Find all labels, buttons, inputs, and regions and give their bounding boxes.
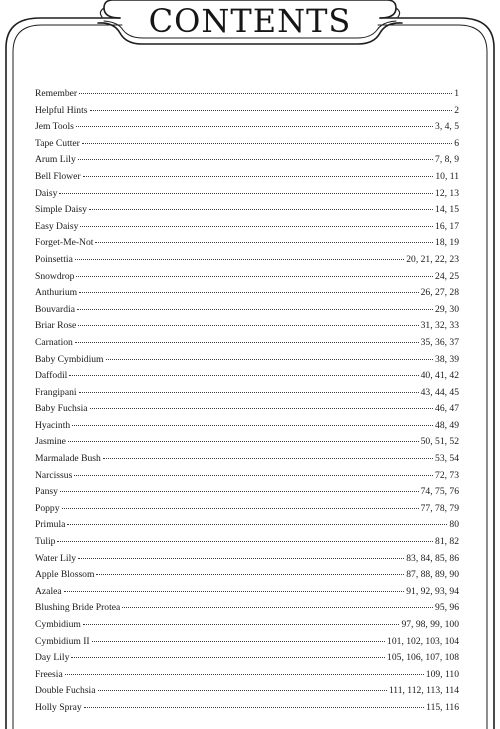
toc-entry-title: Jem Tools xyxy=(35,121,74,133)
toc-entry-pages: 40, 41, 42 xyxy=(420,370,459,382)
toc-entry xyxy=(35,484,459,501)
toc-entry xyxy=(35,700,459,717)
dot-leader xyxy=(83,176,434,177)
dot-leader xyxy=(83,624,400,625)
toc-entry-title: Poinsettia xyxy=(35,253,73,265)
toc-entry-title: Frangipani xyxy=(35,386,77,398)
toc-entry-title: Poppy xyxy=(35,502,60,514)
toc-entry-pages: 29, 30 xyxy=(435,303,459,315)
dot-leader xyxy=(71,657,385,658)
toc-entry xyxy=(35,385,459,402)
toc-entry-title: Anthurium xyxy=(35,287,78,299)
dot-leader xyxy=(76,276,433,277)
dot-leader xyxy=(80,226,433,227)
toc-entry-title: Carnation xyxy=(35,336,73,348)
toc-entry-pages: 81, 82 xyxy=(435,536,459,548)
toc-entry xyxy=(35,136,459,153)
toc-entry xyxy=(35,368,459,385)
toc-entry-pages: 115, 116 xyxy=(426,701,459,713)
toc-entry-pages: 80 xyxy=(449,519,459,531)
toc-entry-title: Daisy xyxy=(35,187,58,199)
toc-entry xyxy=(35,86,459,103)
dot-leader xyxy=(95,242,433,243)
toc-entry-title: Helpful Hints xyxy=(35,104,88,116)
toc-entry-title: Briar Rose xyxy=(35,320,77,332)
dot-leader xyxy=(64,591,405,592)
toc-entry-pages: 16, 17 xyxy=(435,220,459,232)
toc-entry-pages: 24, 25 xyxy=(435,270,459,282)
dot-leader xyxy=(92,641,385,642)
dot-leader xyxy=(96,574,404,575)
toc-entry-pages: 95, 96 xyxy=(435,602,459,614)
toc-entry-title: Baby Fuchsia xyxy=(35,403,88,415)
toc-entry-pages: 72, 73 xyxy=(435,469,459,481)
toc-entry-title: Cymbidium II xyxy=(35,635,90,647)
toc-entry-pages: 46, 47 xyxy=(435,403,459,415)
dot-leader xyxy=(59,193,433,194)
dot-leader xyxy=(84,707,424,708)
toc-entry xyxy=(35,302,459,319)
toc-entry-pages: 6 xyxy=(454,137,459,149)
toc-entry xyxy=(35,567,459,584)
toc-entry xyxy=(35,119,459,136)
toc-entry-title: Arum Lily xyxy=(35,154,76,166)
toc-entry-pages: 53, 54 xyxy=(435,453,459,465)
dot-leader xyxy=(76,126,433,127)
dot-leader xyxy=(98,690,387,691)
toc-entry-title: Bell Flower xyxy=(35,170,81,182)
toc-entry-title: Bouvardia xyxy=(35,303,75,315)
toc-entry-pages: 18, 19 xyxy=(435,237,459,249)
dot-leader xyxy=(79,292,419,293)
toc-entry-pages: 83, 84, 85, 86 xyxy=(406,552,459,564)
toc-entry xyxy=(35,683,459,700)
toc-entry xyxy=(35,451,459,468)
dot-leader xyxy=(122,607,433,608)
toc-entry-pages: 38, 39 xyxy=(435,353,459,365)
toc-entry xyxy=(35,434,459,451)
toc-entry xyxy=(35,418,459,435)
dot-leader xyxy=(79,93,452,94)
toc-entry-pages: 26, 27, 28 xyxy=(420,287,459,299)
dot-leader xyxy=(68,441,419,442)
toc-entry-pages: 111, 112, 113, 114 xyxy=(388,685,459,697)
dot-leader xyxy=(82,143,452,144)
toc-entry xyxy=(35,634,459,651)
toc-entry-pages: 3, 4, 5 xyxy=(435,121,459,133)
toc-entry xyxy=(35,468,459,485)
toc-entry-title: Forget-Me-Not xyxy=(35,237,94,249)
toc-entry-pages: 101, 102, 103, 104 xyxy=(387,635,459,647)
dot-leader xyxy=(75,342,419,343)
dot-leader xyxy=(65,674,424,675)
toc-entry-title: Apple Blossom xyxy=(35,569,95,581)
dot-leader xyxy=(103,458,433,459)
dot-leader xyxy=(67,524,447,525)
dot-leader xyxy=(69,375,418,376)
toc-entry-title: Primula xyxy=(35,519,66,531)
toc-entry-title: Jasmine xyxy=(35,436,66,448)
toc-entry xyxy=(35,252,459,269)
toc-entry-title: Azalea xyxy=(35,585,62,597)
toc-entry-pages: 31, 32, 33 xyxy=(420,320,459,332)
toc-entry xyxy=(35,650,459,667)
toc-entry-pages: 77, 78, 79 xyxy=(420,502,459,514)
toc-entry-pages: 105, 106, 107, 108 xyxy=(387,652,459,664)
toc-entry-title: Baby Cymbidium xyxy=(35,353,104,365)
toc-entry xyxy=(35,285,459,302)
dot-leader xyxy=(60,491,419,492)
toc-entry xyxy=(35,401,459,418)
toc-entry-pages: 35, 36, 37 xyxy=(420,336,459,348)
dot-leader xyxy=(72,425,433,426)
toc-entry xyxy=(35,269,459,286)
toc-entry xyxy=(35,318,459,335)
dot-leader xyxy=(89,209,433,210)
toc-entry-title: Tulip xyxy=(35,536,56,548)
toc-entry-pages: 1 xyxy=(454,88,459,99)
dot-leader xyxy=(78,325,418,326)
toc-entry xyxy=(35,352,459,369)
toc-entry-pages: 87, 88, 89, 90 xyxy=(406,569,459,581)
toc-entry xyxy=(35,235,459,252)
page-title: CONTENTS xyxy=(148,2,352,40)
toc-entry-pages: 109, 110 xyxy=(425,668,459,680)
dot-leader xyxy=(78,558,404,559)
toc-entry-pages: 43, 44, 45 xyxy=(420,386,459,398)
dot-leader xyxy=(106,359,434,360)
toc-entry-title: Pansy xyxy=(35,486,58,498)
toc-entry xyxy=(35,219,459,236)
toc-entry-title: Simple Daisy xyxy=(35,204,87,216)
toc-entry-pages: 97, 98, 99, 100 xyxy=(401,619,459,630)
toc-entry-title: Day Lily xyxy=(35,652,70,664)
toc-entry-title: Double Fuchsia xyxy=(35,685,96,697)
toc-entry-title: Marmalade Bush xyxy=(35,453,101,465)
toc-entry xyxy=(35,103,459,120)
toc-entry-pages: 91, 92, 93, 94 xyxy=(406,585,459,597)
toc-entry-title: Holly Spray xyxy=(35,701,82,713)
toc-entry-title: Water Lily xyxy=(35,552,77,564)
toc-entry-title: Cymbidium xyxy=(35,619,81,630)
toc-entry-pages: 48, 49 xyxy=(435,419,459,431)
dot-leader xyxy=(74,475,433,476)
toc-entry-title: Blushing Bride Protea xyxy=(35,602,121,614)
toc-entry-pages: 7, 8, 9 xyxy=(435,154,459,166)
toc-entry-title: Freesia xyxy=(35,668,63,680)
toc-entry-title: Remember xyxy=(35,88,78,99)
toc-entry-pages: 14, 15 xyxy=(435,204,459,216)
table-of-contents xyxy=(35,86,459,717)
toc-entry xyxy=(35,186,459,203)
toc-entry-title: Tape Cutter xyxy=(35,137,80,149)
toc-entry xyxy=(35,667,459,684)
dot-leader xyxy=(90,110,453,111)
toc-entry-pages: 20, 21, 22, 23 xyxy=(406,253,459,265)
toc-entry xyxy=(35,600,459,617)
dot-leader xyxy=(79,392,419,393)
toc-entry-title: Easy Daisy xyxy=(35,220,79,232)
dot-leader xyxy=(62,508,419,509)
toc-entry xyxy=(35,617,459,634)
dot-leader xyxy=(78,159,433,160)
toc-entry-pages: 10, 11 xyxy=(435,170,459,182)
toc-entry xyxy=(35,584,459,601)
toc-entry xyxy=(35,202,459,219)
dot-leader xyxy=(77,309,433,310)
toc-entry xyxy=(35,551,459,568)
toc-entry-title: Narcissus xyxy=(35,469,73,481)
toc-entry-pages: 50, 51, 52 xyxy=(420,436,459,448)
toc-entry xyxy=(35,534,459,551)
toc-entry-pages: 74, 75, 76 xyxy=(420,486,459,498)
toc-entry xyxy=(35,517,459,534)
toc-entry xyxy=(35,152,459,169)
toc-entry xyxy=(35,169,459,186)
toc-entry-title: Snowdrop xyxy=(35,270,75,282)
toc-entry-pages: 2 xyxy=(454,104,459,116)
toc-entry-title: Daffodil xyxy=(35,370,68,382)
toc-entry xyxy=(35,501,459,518)
dot-leader xyxy=(90,408,434,409)
dot-leader xyxy=(75,259,404,260)
toc-entry xyxy=(35,335,459,352)
toc-entry-title: Hyacinth xyxy=(35,419,71,431)
toc-entry-pages: 12, 13 xyxy=(435,187,459,199)
dot-leader xyxy=(57,541,433,542)
